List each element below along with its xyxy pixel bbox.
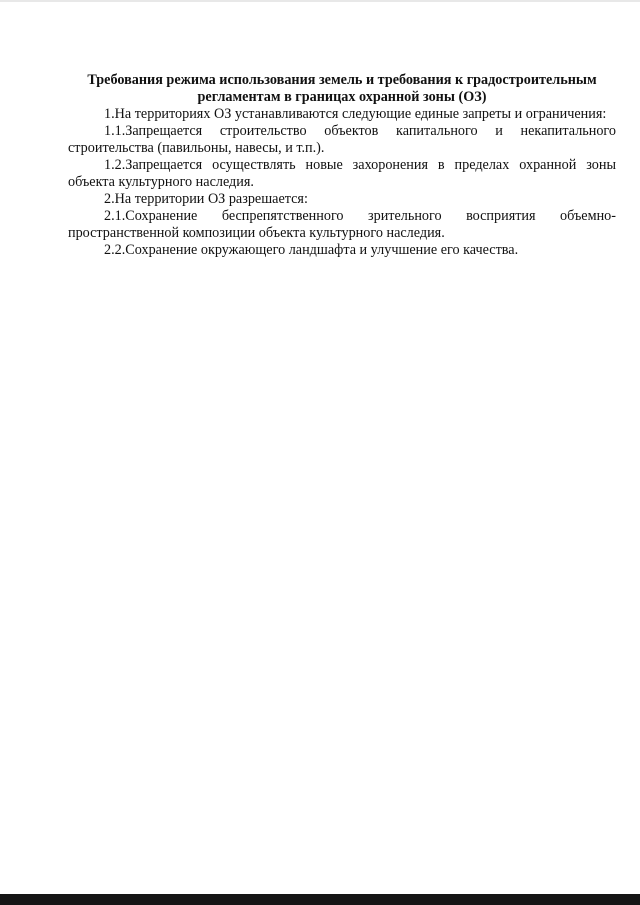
scan-top-edge — [0, 0, 640, 2]
paragraph-2-1: 2.1.Сохранение беспрепятственного зрительного восприятия объемно-пространственной композиции объекта культурного наследия. — [68, 208, 616, 241]
paragraph-1-2: 1.2.Запрещается осуществлять новые захоронения в пределах охранной зоны объекта культурного наследия. — [68, 157, 616, 190]
scan-bottom-edge — [0, 894, 640, 905]
document-body — [68, 72, 616, 259]
paragraph-2-2: 2.2.Сохранение окружающего ландшафта и улучшение его качества. — [104, 242, 519, 258]
paragraph-1-1: 1.1.Запрещается строительство объектов капитального и некапитального строительства (павильоны, навесы, и т.п.). — [68, 123, 616, 156]
document-title: Требования режима использования земель и требования к градостроительным регламентам в границах охранной зоны (ОЗ) — [87, 72, 597, 105]
paragraph-2: 2.На территории ОЗ разрешается: — [104, 191, 308, 207]
paragraph-1: 1.На территориях ОЗ устанавливаются следующие единые запреты и ограничения: — [104, 106, 607, 122]
